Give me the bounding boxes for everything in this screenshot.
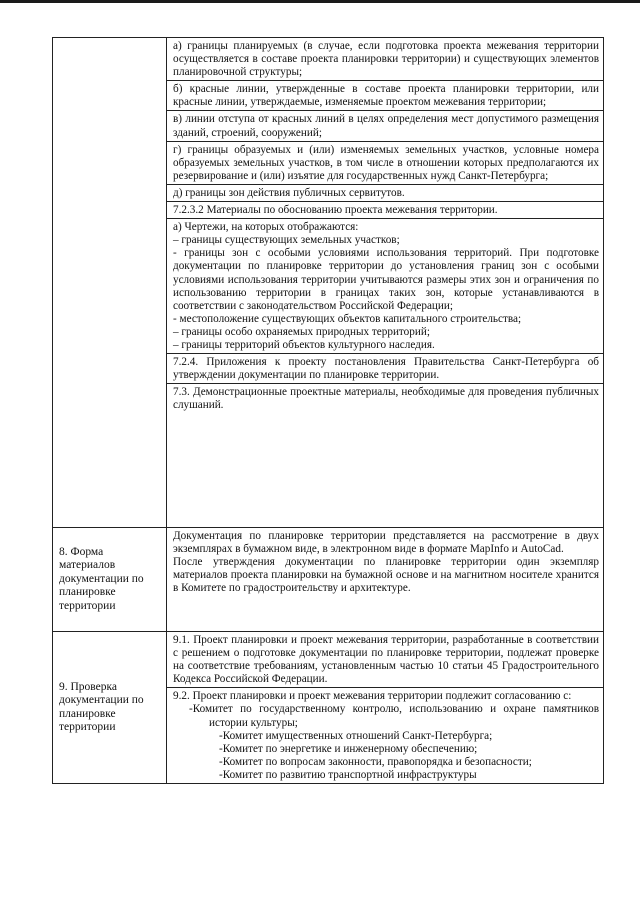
row-label: 8. Форма материалов документации по планировке территории <box>59 545 144 612</box>
appendix-paragraph: 7.2.4. Приложения к проекту постановления Правительства Санкт-Петербурга об утверждении документации по планировке территории. <box>167 354 603 384</box>
approval-intro: 9.2. Проект планировки и проект межевания территории подлежит согласованию с: <box>173 690 572 703</box>
drawings-item: - местоположение существующих объектов капитального строительства; <box>173 312 522 325</box>
demo-paragraph: 7.3. Демонстрационные проектные материалы, необходимые для проведения публичных слушаний. <box>173 386 599 412</box>
form-paragraph <box>167 528 603 596</box>
list-item: -Комитет по государственному контролю, использованию и охране памятников истории культуры; <box>189 703 599 729</box>
list-item: -Комитет по вопросам законности, правопорядка и безопасности; <box>219 755 532 768</box>
drawings-intro: а) Чертежи, на которых отображаются: <box>173 221 359 234</box>
drawings-block <box>167 219 603 354</box>
content-cell <box>167 38 604 528</box>
label-cell <box>53 528 167 632</box>
list-item: -Комитет по энергетике и инженерному обеспечению; <box>219 742 478 755</box>
drawings-item: – границы существующих земельных участков; <box>173 234 400 247</box>
drawings-item: – границы особо охраняемых природных территорий; <box>173 325 430 338</box>
requirements-table <box>52 37 604 784</box>
check-paragraph: 9.1. Проект планировки и проект межевания территории, разработанные в соответствии с решением о подготовке документации по планировке территории, подлежат проверке на соответствие требованиям, установленным частью 10 статьи 45 Градостроительного Кодекса Российской Федерации. <box>167 632 603 688</box>
content-cell <box>167 528 604 632</box>
content-cell <box>167 632 604 784</box>
list-item: -Комитет имущественных отношений Санкт-Петербурга; <box>219 729 493 742</box>
list-item: -Комитет по развитию транспортной инфраструктуры <box>219 768 477 781</box>
drawings-item: – границы территорий объектов культурного наследия. <box>173 338 435 351</box>
section-heading: 7.2.3.2 Материалы по обоснованию проекта межевания территории. <box>167 202 603 219</box>
approval-paragraph <box>167 688 603 783</box>
drawings-item: - границы зон с особыми условиями использования территорий. При подготовке документации по планировке территории до установления границ зон с особыми условиями использования территории учитываются размеры этих зон и ограничения по использованию территории в границах таких зон, которые устанавливаются в соответствии с законодательством Российской Федерации; <box>173 247 599 312</box>
table-row <box>53 528 604 632</box>
form-text-1: Документация по планировке территории представляется на рассмотрение в двух экземплярах в бумажном виде, в электронном виде в формате MapInfo и AutoCad. <box>173 530 599 556</box>
form-text-2: После утверждения документации по планировке территории один экземпляр материалов проекта планировки на бумажной основе и на магнитном носителе хранится в Комитете по градостроительству и архитектуре. <box>173 556 599 595</box>
label-cell <box>53 632 167 784</box>
row-label: 9. Проверка документации по планировке территории <box>59 680 144 734</box>
paragraph-e: д) границы зон действия публичных сервитутов. <box>167 185 603 202</box>
paragraph-c: в) линии отступа от красных линий в целях определения мест допустимого размещения зданий, строений, сооружений; <box>167 111 603 141</box>
paragraph-d: г) границы образуемых и (или) изменяемых земельных участков, условные номера образуемых земельных участков, в том числе в отношении которых предполагаются их резервирование и (или) изъятие для государственных нужд Санкт-Петербурга; <box>167 142 603 185</box>
paragraph-b: б) красные линии, утвержденные в составе проекта планировки территории, или красные линии, утверждаемые, изменяемые проектом межевания территории; <box>167 81 603 111</box>
top-rule <box>0 0 640 3</box>
empty-label-cell <box>53 38 167 528</box>
paragraph-a: а) границы планируемых (в случае, если подготовка проекта межевания территории осуществляется в составе проекта планировки территории) и существующих элементов планировочной структуры; <box>167 38 603 81</box>
table-row <box>53 38 604 528</box>
table-row <box>53 632 604 784</box>
